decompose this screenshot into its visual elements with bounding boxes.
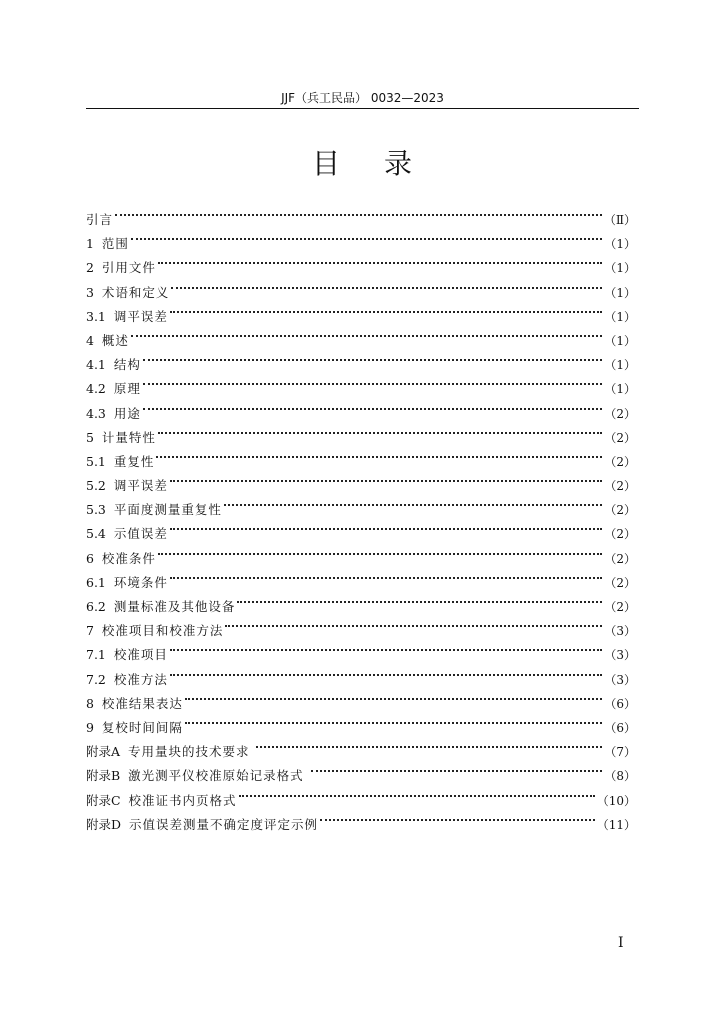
- toc-entry-page: （10）: [596, 793, 636, 808]
- toc-entry-number: 附录C: [86, 792, 129, 808]
- toc-entry[interactable]: [86, 200, 636, 227]
- toc-entry-label: 调平误差: [113, 308, 168, 324]
- toc-leader-dots: [256, 732, 602, 756]
- toc-entry-label: 校准方法: [113, 671, 168, 687]
- toc-entry-number: 附录B: [86, 768, 129, 784]
- toc-entry[interactable]: [86, 321, 636, 348]
- toc-entry-number: 附录A: [86, 744, 128, 760]
- table-of-contents: [86, 200, 636, 832]
- toc-entry-label: 范围: [101, 236, 129, 252]
- toc-entry[interactable]: [86, 394, 636, 421]
- toc-entry-page: （2）: [604, 600, 636, 614]
- toc-entry-number: 5.4: [86, 526, 114, 542]
- toc-entry-page: （11）: [596, 817, 636, 832]
- toc-entry-page: （1）: [604, 237, 636, 252]
- toc-entry-page: （Ⅱ）: [603, 213, 636, 227]
- toc-leader-dots: [115, 200, 602, 224]
- toc-entry-page: （1）: [604, 382, 636, 397]
- toc-entry-page: （2）: [604, 527, 636, 542]
- toc-leader-dots: [143, 369, 603, 393]
- toc-leader-dots: [170, 297, 603, 321]
- toc-entry-number: 5.3: [86, 502, 114, 518]
- toc-leader-dots: [158, 418, 602, 442]
- toc-entry-label: 环境条件: [113, 574, 168, 590]
- header-rule: [86, 108, 639, 109]
- toc-entry-number: 4: [86, 332, 102, 348]
- toc-entry-number: 3: [86, 284, 102, 300]
- toc-entry[interactable]: [86, 418, 636, 445]
- toc-entry-page: （2）: [604, 551, 636, 566]
- toc-entry-page: （8）: [604, 769, 636, 784]
- toc-leader-dots: [171, 273, 602, 297]
- toc-entry-page: （6）: [604, 696, 636, 711]
- toc-entry-label: 平面度测量重复性: [113, 502, 222, 518]
- toc-entry-label: 调平误差: [113, 478, 168, 494]
- toc-entry[interactable]: [86, 466, 636, 494]
- toc-entry-page: （2）: [604, 406, 636, 421]
- toc-leader-dots: [185, 684, 602, 708]
- toc-entry-label: 测量标准及其他设备: [113, 599, 236, 614]
- toc-entry-label: 示值误差: [113, 526, 168, 542]
- toc-leader-dots: [170, 466, 603, 490]
- toc-entry[interactable]: [86, 490, 636, 518]
- toc-leader-dots: [311, 756, 603, 780]
- toc-entry[interactable]: [86, 273, 636, 300]
- toc-entry-label: 概述: [101, 332, 129, 348]
- toc-entry-number: 5: [86, 429, 102, 445]
- toc-entry-number: 4.2: [86, 381, 114, 397]
- toc-leader-dots: [320, 805, 595, 829]
- toc-entry-page: （1）: [604, 261, 636, 276]
- toc-entry-number: 2: [86, 260, 102, 276]
- toc-entry-page: （1）: [604, 358, 636, 373]
- toc-leader-dots: [170, 563, 603, 587]
- toc-entry[interactable]: [86, 345, 636, 373]
- toc-entry[interactable]: [86, 660, 636, 687]
- toc-entry-number: 附录D: [86, 816, 129, 832]
- toc-entry[interactable]: [86, 563, 636, 590]
- toc-entry-number: 6.2: [86, 599, 114, 614]
- page-title: 目录: [311, 147, 456, 180]
- toc-entry[interactable]: [86, 684, 636, 711]
- toc-entry-number: 7.1: [86, 647, 114, 663]
- toc-leader-dots: [185, 708, 602, 732]
- toc-entry[interactable]: [86, 539, 636, 566]
- toc-leader-dots: [131, 224, 602, 248]
- toc-entry-label: 重复性: [113, 453, 155, 469]
- toc-entry-label: 结构: [113, 357, 141, 373]
- toc-entry-number: 3.1: [86, 308, 114, 324]
- toc-entry-number: 9: [86, 719, 102, 735]
- toc-entry-number: 1: [86, 236, 102, 252]
- toc-entry-page: （2）: [604, 503, 636, 518]
- toc-entry-label: 校准证书内页格式: [128, 792, 237, 808]
- toc-entry-number: 5.2: [86, 478, 114, 494]
- toc-entry-label: 引言: [86, 212, 114, 227]
- toc-entry-page: （6）: [604, 720, 636, 735]
- toc-entry-number: 6: [86, 550, 102, 566]
- toc-entry-label: 用途: [113, 405, 141, 421]
- toc-entry[interactable]: [86, 248, 636, 276]
- toc-entry[interactable]: [86, 369, 636, 397]
- toc-leader-dots: [239, 781, 595, 805]
- toc-leader-dots: [170, 514, 603, 538]
- toc-leader-dots: [237, 587, 602, 611]
- toc-entry-page: （3）: [604, 624, 636, 639]
- toc-entry-label: 校准项目: [113, 647, 168, 663]
- toc-entry-label: 校准项目和校准方法: [101, 623, 224, 639]
- toc-entry-page: （2）: [604, 575, 636, 590]
- toc-entry-label: 校准条件: [101, 550, 156, 566]
- toc-entry-label: 复校时间间隔: [101, 719, 183, 735]
- toc-entry[interactable]: [86, 587, 636, 614]
- toc-entry-page: （7）: [604, 745, 636, 760]
- toc-entry[interactable]: [86, 442, 636, 469]
- toc-entry-number: 7.2: [86, 671, 114, 687]
- toc-leader-dots: [158, 248, 602, 272]
- toc-leader-dots: [225, 611, 602, 635]
- toc-entry-number: 8: [86, 695, 102, 711]
- toc-entry-page: （1）: [604, 309, 636, 324]
- toc-entry-label: 术语和定义: [101, 284, 170, 300]
- toc-leader-dots: [156, 442, 602, 466]
- toc-entry-label: 专用量块的技术要求: [127, 744, 255, 760]
- toc-entry-page: （3）: [604, 672, 636, 687]
- toc-leader-dots: [170, 635, 603, 659]
- toc-entry-page: （2）: [604, 479, 636, 494]
- toc-entry[interactable]: [86, 224, 636, 252]
- toc-entry-number: 5.1: [86, 453, 114, 469]
- toc-entry-page: （3）: [604, 648, 636, 663]
- toc-entry-label: 计量特性: [101, 429, 156, 445]
- toc-entry-number: 6.1: [86, 574, 114, 590]
- toc-entry-label: 校准结果表达: [101, 695, 183, 711]
- toc-leader-dots: [143, 394, 603, 418]
- toc-entry-page: （2）: [604, 430, 636, 445]
- toc-leader-dots: [143, 345, 603, 369]
- toc-leader-dots: [158, 539, 602, 563]
- toc-leader-dots: [170, 660, 603, 684]
- toc-entry-label: 引用文件: [101, 260, 156, 276]
- toc-entry-label: 原理: [113, 381, 141, 397]
- toc-entry-number: 7: [86, 623, 102, 639]
- toc-entry-number: 4.1: [86, 357, 114, 373]
- toc-leader-dots: [131, 321, 602, 345]
- page-number: I: [618, 935, 624, 951]
- toc-entry-label: 激光测平仪校准原始记录格式: [128, 768, 309, 784]
- running-header: JJF（兵工民品） 0032—2023: [281, 91, 444, 105]
- toc-entry-page: （1）: [604, 333, 636, 348]
- toc-entry-page: （1）: [604, 285, 636, 300]
- toc-entry-number: 4.3: [86, 405, 114, 421]
- toc-entry-page: （2）: [604, 454, 636, 469]
- toc-leader-dots: [224, 490, 603, 514]
- toc-entry-label: 示值误差测量不确定度评定示例: [128, 816, 318, 832]
